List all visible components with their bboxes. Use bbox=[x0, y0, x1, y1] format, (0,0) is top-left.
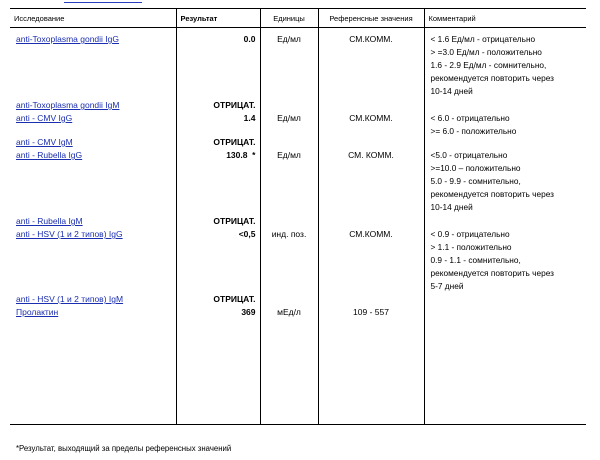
header-reference: Референсные значения bbox=[318, 9, 424, 28]
reference-value: СМ. КОММ. bbox=[348, 150, 394, 160]
result-value: ОТРИЦАТ. bbox=[213, 137, 256, 147]
comment-line: рекомендуется повторить через bbox=[430, 73, 554, 83]
header-row bbox=[10, 9, 586, 28]
units-column bbox=[260, 28, 318, 425]
unit-value: Ед/мл bbox=[277, 34, 301, 44]
comment-line: 5.0 - 9.9 - сомнительно, bbox=[430, 176, 521, 186]
reference-value: СМ.КОММ. bbox=[349, 34, 393, 44]
top-partial-link[interactable] bbox=[64, 0, 142, 3]
test-link-hsv-igm[interactable]: anti - HSV (1 и 2 типов) IgM bbox=[16, 294, 124, 304]
result-value: 369 bbox=[241, 307, 256, 317]
test-link-hsv-igg[interactable]: anti - HSV (1 и 2 типов) IgG bbox=[16, 229, 123, 239]
reference-value: СМ.КОММ. bbox=[349, 229, 393, 239]
comment-line: 1.6 - 2.9 Ед/мл - сомнительно, bbox=[430, 60, 547, 70]
comment-line: 0.9 - 1.1 - сомнительно, bbox=[430, 255, 521, 265]
result-value: ОТРИЦАТ. bbox=[213, 100, 256, 110]
result-value-flagged: 130.8 * bbox=[226, 150, 256, 160]
results-table bbox=[10, 8, 586, 425]
comment-line: <5.0 - отрицательно bbox=[430, 150, 508, 160]
comment-line: 10-14 дней bbox=[430, 202, 473, 212]
comment-line: рекомендуется повторить через bbox=[430, 189, 554, 199]
unit-value: Ед/мл bbox=[277, 150, 301, 160]
comment-line: >= 6.0 - положительно bbox=[430, 126, 517, 136]
comment-line: 5-7 дней bbox=[430, 281, 464, 291]
comment-line: < 0.9 - отрицательно bbox=[430, 229, 510, 239]
comment-line: > 1.1 - положительно bbox=[430, 242, 512, 252]
unit-value: мЕд/л bbox=[277, 307, 301, 317]
test-link-toxoplasma-igm[interactable]: anti-Toxoplasma gondii IgM bbox=[16, 100, 120, 110]
result-value: ОТРИЦАТ. bbox=[213, 216, 256, 226]
test-link-rubella-igg[interactable]: anti - Rubella IgG bbox=[16, 150, 83, 160]
comment-line: > =3.0 Ед/мл - положительно bbox=[430, 47, 542, 57]
result-value: ОТРИЦАТ. bbox=[213, 294, 256, 304]
comment-line: < 1.6 Ед/мл - отрицательно bbox=[430, 34, 536, 44]
header-units: Единицы bbox=[260, 9, 318, 28]
header-comment: Комментарий bbox=[424, 9, 586, 28]
unit-value: Ед/мл bbox=[277, 113, 301, 123]
result-value: <0,5 bbox=[238, 229, 256, 239]
test-link-cmv-igm[interactable]: anti - CMV IgM bbox=[16, 137, 73, 147]
results-body-row bbox=[10, 28, 586, 425]
comment-line: 10-14 дней bbox=[430, 86, 473, 96]
header-test: Исследование bbox=[10, 9, 176, 28]
comment-line: < 6.0 - отрицательно bbox=[430, 113, 510, 123]
reference-value: СМ.КОММ. bbox=[349, 113, 393, 123]
result-column bbox=[176, 28, 260, 425]
comment-column bbox=[424, 28, 586, 425]
reference-column bbox=[318, 28, 424, 425]
comment-line: рекомендуется повторить через bbox=[430, 268, 554, 278]
test-link-toxoplasma-igg[interactable]: anti-Toxoplasma gondii IgG bbox=[16, 34, 120, 44]
reference-value: 109 - 557 bbox=[353, 307, 389, 317]
test-link-cmv-igg[interactable]: anti - CMV IgG bbox=[16, 113, 73, 123]
comment-line: >=10.0 – положительно bbox=[430, 163, 521, 173]
header-result: Результат bbox=[176, 9, 260, 28]
test-column bbox=[10, 28, 176, 425]
test-link-rubella-igm[interactable]: anti - Rubella IgM bbox=[16, 216, 83, 226]
test-link-prolactin[interactable]: Пролактин bbox=[16, 307, 59, 317]
result-value: 1.4 bbox=[243, 113, 256, 123]
footnote: *Результат, выходящий за пределы референсных значений bbox=[16, 444, 232, 453]
unit-value: инд. поз. bbox=[271, 229, 307, 239]
result-value: 0.0 bbox=[243, 34, 256, 44]
